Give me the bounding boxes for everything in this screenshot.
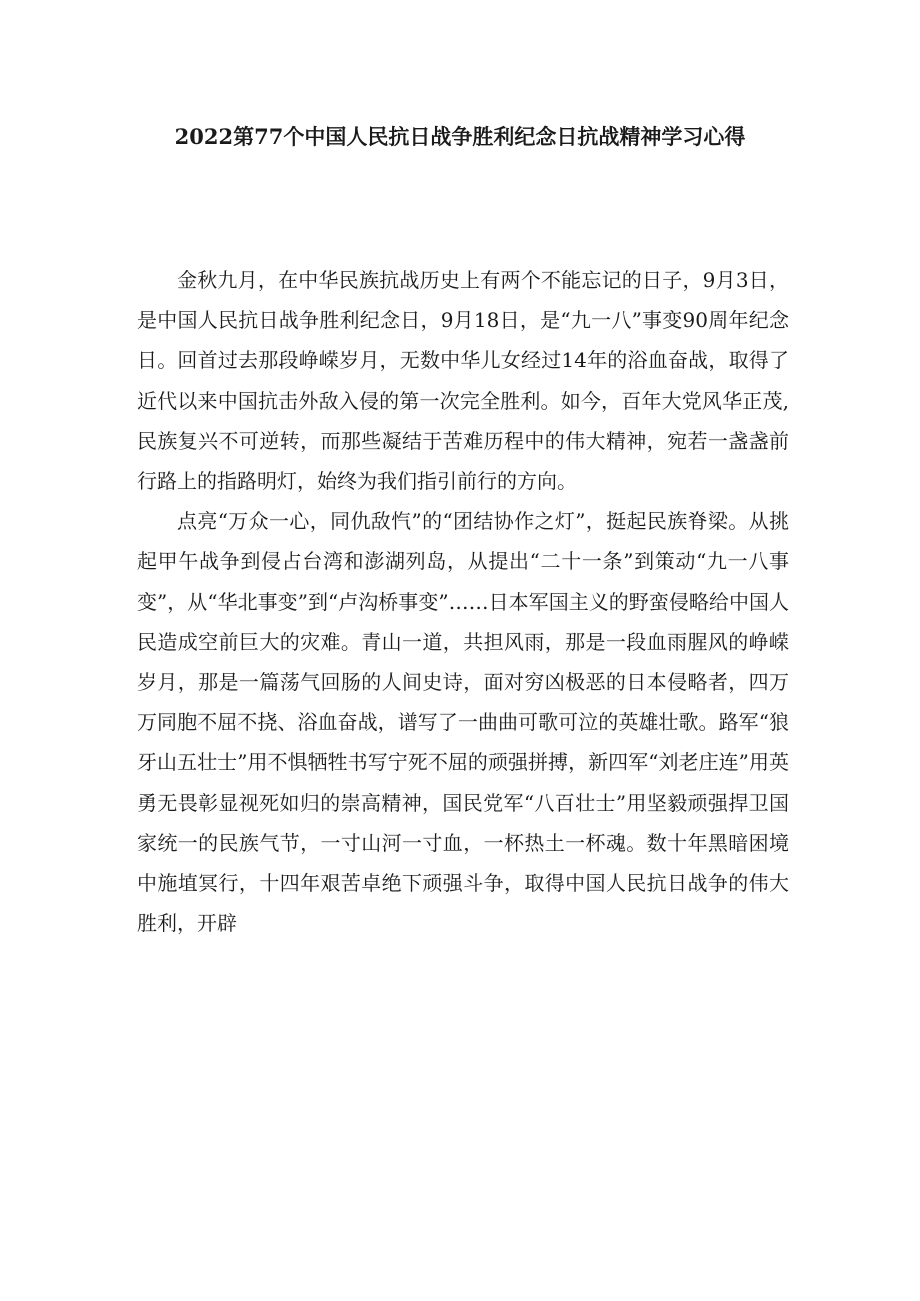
document-title: 2022第77个中国人民抗日战争胜利纪念日抗战精神学习心得 bbox=[174, 124, 746, 149]
paragraph-2: 点亮“万众一心，同仇敌忾”的“团结协作之灯”，挺起民族脊梁。从挑起甲午战争到侵占台湾和澎湖列岛，从提出“二十一条”到策动“九一八事变”，从“华北事变”到“卢沟桥事变”……日本军国主义的野蛮侵略给中国人民造成空前巨大的灾难。青山一道，共担风雨，那是一段血雨腥风的峥嵘岁月，那是一篇荡气回肠的人间史诗，面对穷凶极恶的日本侵略者，四万万同胞不屈不挠、浴血奋战，谱写了一曲曲可歌可泣的英雄壮歌。路军“狼牙山五壮士”用不惧牺牲书写宁死不屈的顽强拼搏，新四军“刘老庄连”用英勇无畏彰显视死如归的崇高精神，国民党军“八百壮士”用坚毅顽强捍卫国家统一的民族气节，一寸山河一寸血，一杯热土一杯魂。数十年黑暗困境中施埴冥行，十四年艰苦卓绝下顽强斗争，取得中国人民抗日战争的伟大胜利，开辟 bbox=[137, 509, 789, 936]
document-body bbox=[137, 260, 789, 943]
paragraph-1: 金秋九月，在中华民族抗战历史上有两个不能忘记的日子，9月3日，是中国人民抗日战争胜利纪念日，9月18日，是“九一八”事变90周年纪念日。回首过去那段峥嵘岁月，无数中华儿女经过14年的浴血奋战，取得了近代以来中国抗击外敌入侵的第一次完全胜利。如今，百年大党风华正茂,民族复兴不可逆转，而那些凝结于苦难历程中的伟大精神，宛若一盏盏前行路上的指路明灯，始终为我们指引前行的方向。 bbox=[137, 268, 789, 494]
